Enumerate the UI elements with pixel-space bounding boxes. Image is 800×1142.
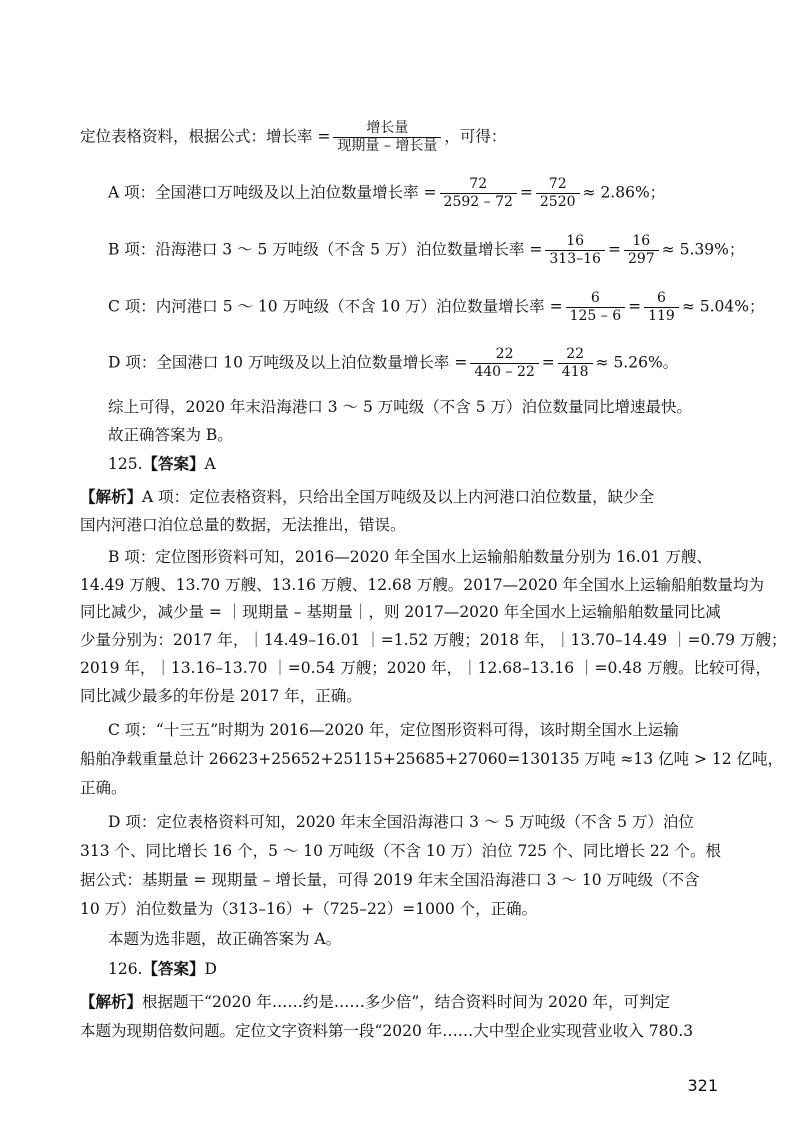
calc-c-frac2 (644, 290, 679, 325)
calc-c-result: ≈ 5.04%； (681, 297, 765, 316)
answer-tag: 【答案】 (142, 959, 205, 978)
equals-sign: = (628, 297, 642, 316)
calc-d-prefix: D 项：全国港口 10 万吨级及以上泊位数量增长率 = (108, 353, 468, 372)
intro-prefix: 定位表格资料，根据公式：增长率 = (80, 127, 331, 146)
calc-d-result: ≈ 5.26%。 (595, 353, 679, 372)
a125-line-4: 14.49 万艘、13.70 万艘、13.16 万艘、12.68 万艘。2017—2020 年全国水上运输船舶数量均为 (80, 576, 765, 594)
a125-line-15: 10 万）泊位数量为（313–16）+（725–22）=1000 个，正确。 (80, 900, 538, 918)
frac-denominator: 现期量 – 增长量 (333, 137, 441, 155)
equals-sign: = (541, 353, 555, 372)
a125-line-12: D 项：定位表格资料可知，2020 年末全国沿海港口 3 ～ 5 万吨级（不含 5 万）泊位 (108, 813, 694, 831)
analysis-text: 根据题干“2020 年……约是……多少倍”，结合资料时间为 2020 年，可判定 (142, 993, 671, 1011)
frac-numerator: 22 (566, 346, 585, 362)
a125-line-13: 313 个、同比增长 16 个，5 ～ 10 万吨级（不含 10 万）泊位 725 个、同比增长 22 个。根 (80, 842, 722, 860)
frac-denominator: 297 (624, 250, 659, 268)
answer-tag: 【答案】 (142, 454, 205, 473)
intro-suffix: ，可得： (444, 127, 507, 146)
frac-numerator: 72 (469, 176, 488, 192)
a125-line-9: C 项：“十三五”时期为 2016—2020 年，定位图形资料可得，该时期全国水上运输 (108, 721, 679, 739)
a125-line-8: 同比减少最多的年份是 2017 年，正确。 (80, 687, 362, 705)
frac-denominator: 418 (558, 363, 593, 381)
calc-c-frac1 (566, 290, 626, 325)
a126-line-1 (80, 992, 720, 1012)
question-number: 126. (108, 960, 143, 978)
analysis-tag: 【解析】 (80, 487, 143, 506)
frac-numerator: 6 (657, 290, 666, 306)
calc-a (108, 176, 720, 211)
question-number: 125. (108, 455, 143, 473)
q126-answer-heading (108, 959, 720, 979)
calc-a-result: ≈ 2.86%； (582, 183, 666, 202)
calc-c-prefix: C 项：内河港口 5 ～ 10 万吨级（不含 10 万）泊位数量增长率 = (108, 297, 563, 316)
analysis-text: A 项：定位表格资料，只给出全国万吨级及以上内河港口泊位数量，缺少全 (142, 488, 655, 506)
a125-line-3: B 项：定位图形资料可知，2016—2020 年全国水上运输船舶数量分别为 16.01 万艘、 (108, 548, 712, 566)
frac-denominator: 440 – 22 (470, 363, 538, 381)
calc-a-frac1 (440, 176, 517, 211)
answer-value: A (204, 455, 216, 473)
a126-line-2: 本题为现期倍数问题。定位文字资料第一段“2020 年……大中型企业实现营业收入 780.3 (80, 1022, 694, 1040)
a125-line-5: 同比减少，减少量 = ｜现期量 – 基期量｜，则 2017—2020 年全国水上运输船舶数量同比减 (80, 603, 721, 621)
frac-numerator: 6 (590, 290, 600, 306)
frac-numerator: 72 (548, 176, 567, 192)
frac-numerator: 22 (495, 346, 514, 362)
frac-denominator: 2592 – 72 (440, 193, 517, 211)
calc-b-frac1 (545, 233, 605, 268)
a125-line-11: 正确。 (80, 779, 127, 797)
calc-a-frac2 (536, 176, 580, 211)
conclusion-line: 综上可得，2020 年末沿海港口 3 ～ 5 万吨级（不含 5 万）泊位数量同比增速最快。 (108, 398, 693, 416)
growth-rate-fraction (333, 120, 441, 155)
page-number: 321 (687, 1076, 718, 1095)
a125-line-1 (80, 487, 720, 507)
a125-line-10: 船舶净载重量总计 26623+25652+25115+25685+27060=130135 万吨 ≈13 亿吨 > 12 亿吨， (80, 750, 784, 768)
q125-answer-heading (108, 454, 720, 474)
calc-d (108, 346, 720, 381)
calc-d-frac1 (470, 346, 538, 381)
calc-b-frac2 (624, 233, 659, 268)
calc-b-result: ≈ 5.39%； (661, 240, 745, 259)
calc-c (108, 290, 765, 325)
a125-line-16: 本题为选非题，故正确答案为 A。 (108, 930, 342, 948)
answer-value: D (204, 960, 217, 978)
a125-line-14: 据公式：基期量 = 现期量 – 增长量，可得 2019 年末全国沿海港口 3 ～ 10 万吨级（不含 (80, 871, 700, 889)
frac-denominator: 2520 (536, 193, 580, 211)
calc-b (108, 233, 745, 268)
calc-d-frac2 (558, 346, 593, 381)
intro-line (80, 120, 720, 155)
frac-numerator: 16 (566, 233, 585, 249)
frac-denominator: 125 – 6 (566, 307, 626, 325)
equals-sign: = (519, 183, 533, 202)
frac-numerator: 16 (632, 233, 651, 249)
frac-denominator: 313–16 (545, 250, 605, 268)
calc-b-prefix: B 项：沿海港口 3 ～ 5 万吨级（不含 5 万）泊位数量增长率 = (108, 240, 543, 259)
analysis-tag: 【解析】 (80, 992, 143, 1011)
answer-line: 故正确答案为 B。 (108, 426, 233, 444)
a125-line-2: 国内河港口泊位总量的数据，无法推出，错误。 (80, 516, 406, 534)
equals-sign: = (607, 240, 621, 259)
calc-a-prefix: A 项：全国港口万吨级及以上泊位数量增长率 = (108, 183, 437, 202)
a125-line-6: 少量分别为：2017 年，｜14.49–16.01 ｜=1.52 万艘；2018 年，｜13.70–14.49 ｜=0.79 万艘； (80, 631, 787, 649)
a125-line-7: 2019 年，｜13.16–13.70 ｜=0.54 万艘；2020 年，｜12.68–13.16 ｜=0.48 万艘。比较可得， (80, 659, 771, 677)
frac-denominator: 119 (644, 307, 679, 325)
frac-numerator: 增长量 (366, 120, 409, 136)
